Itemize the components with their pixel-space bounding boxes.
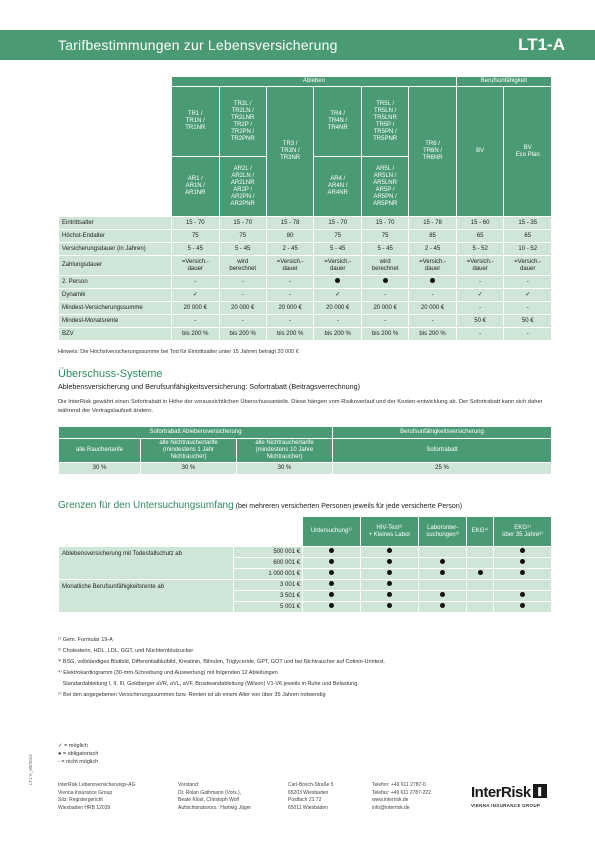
exam-title-main: Grenzen für den Untersuchungsumfang: [58, 500, 234, 511]
dot-icon: [387, 592, 392, 597]
t1-cell: [361, 276, 408, 289]
t1-cell: 80: [266, 230, 314, 243]
t3-amount: 500 001 €: [234, 547, 303, 558]
t1-cell: 20 000 €: [409, 302, 457, 315]
t1-cell: -: [219, 276, 266, 289]
dot-icon: [440, 603, 445, 608]
footer-line: Sitz: Registergericht: [58, 797, 103, 803]
t1-cell: 15 - 60: [456, 217, 504, 230]
footer-board: [178, 782, 251, 812]
t1-col-head: TR6 / TR6N / TR6NR: [409, 87, 457, 217]
t1-row-label: Höchst-Endalter: [59, 230, 172, 243]
t1-cell: 50 €: [504, 315, 552, 328]
surplus-title: Überschuss-Systeme: [58, 368, 163, 380]
t1-cell: =Versich.- dauer: [504, 256, 552, 276]
dot-icon: [520, 570, 525, 575]
t3-head: Laborunter- suchungen³⁾: [419, 517, 467, 547]
t1-cell: 20 000 €: [314, 302, 362, 315]
t1-row: [59, 328, 552, 341]
logo-mark-icon: ❚: [533, 784, 547, 798]
t1-row-label: Mindest-Monatsrente: [59, 315, 172, 328]
t1-cell: wird berechnet: [361, 256, 408, 276]
t1-cell: bis 200 %: [266, 328, 314, 341]
t1-row: [59, 302, 552, 315]
t3-cell: [303, 569, 361, 580]
t3-amount: 5 001 €: [234, 602, 303, 613]
logo-sub: VIENNA INSURANCE GROUP: [471, 803, 541, 808]
dot-icon: [387, 570, 392, 575]
dot-icon: [440, 592, 445, 597]
t3-cell: [494, 591, 552, 602]
rebate-value-nonsmoker-1: 30 %: [141, 463, 237, 475]
t1-cell: -: [456, 328, 504, 341]
dot-icon: [329, 548, 334, 553]
rebate-col-bu: Sofortrabatt: [333, 439, 552, 463]
t1-cell: -: [266, 315, 314, 328]
exam-title-suffix: (bei mehreren versicherten Personen jeweils für jede versicherte Person): [233, 503, 463, 510]
t1-cell: 10 - 52: [504, 243, 552, 256]
footer-line: Dr. Rolan Gathmann (Vors.),: [178, 789, 242, 796]
t1-cell: bis 200 %: [361, 328, 408, 341]
t1-cell: -: [456, 276, 504, 289]
dot-icon: [387, 581, 392, 586]
t1-cell: 75: [361, 230, 408, 243]
rebate-value-nonsmoker-10: 30 %: [237, 463, 333, 475]
rebate-head-left: Sofortrabatt Ablebensversicherung: [59, 427, 333, 439]
t1-cell: ✓: [456, 289, 504, 302]
t1-cell: 5 - 52: [456, 243, 504, 256]
t3-cell: [419, 602, 467, 613]
dot-icon: [520, 548, 525, 553]
t1-row-label: Mindest-Versicherungssumme: [59, 302, 172, 315]
t1-cell: 15 - 70: [172, 217, 220, 230]
t3-cell: [419, 580, 467, 591]
t3-cell: [360, 580, 419, 591]
t1-row: [59, 217, 552, 230]
t3-amount: 3 001 €: [234, 580, 303, 591]
t1-cell: =Versich.- dauer: [456, 256, 504, 276]
t3-cell: [466, 591, 493, 602]
t3-cell: [419, 558, 467, 569]
footer-line: Aufsichtsratsvors.: Hartwig Jäger: [178, 804, 252, 811]
t1-cell: 5 - 45: [219, 243, 266, 256]
t1-cell: 15 - 70: [219, 217, 266, 230]
t3-cell: [360, 547, 419, 558]
footer-line: InterRisk Lebensversicherungs-AG: [58, 782, 136, 788]
t3-row: [59, 580, 552, 591]
rebate-col-nonsmoker-1: alle Nichtrauchertarife (mindestens 1 Jahr Nichtraucher): [141, 439, 237, 463]
rebate-col-smoker: alle Rauchertarife: [59, 439, 141, 463]
legend: [58, 742, 98, 766]
footer-company: [58, 782, 136, 812]
t3-cell: [419, 591, 467, 602]
t1-cell: bis 200 %: [172, 328, 220, 341]
footer-line: Carl-Bosch-Straße 5: [288, 782, 334, 788]
footer-line: 65011 Wiesbaden: [288, 804, 328, 811]
tariff-table: [58, 76, 552, 341]
doc-id-vertical: LT1-A_09/2019: [28, 754, 33, 785]
t1-cell: 20 000 €: [361, 302, 408, 315]
footer-address: [288, 782, 334, 812]
t1-cell: =Versich.- dauer: [266, 256, 314, 276]
footnote: Standardableitung I, II, III, Goldberger aVR, aVL, aVF, Brustwandableitung (Wilson) V1-V6 jeweils in Ruhe und Belastung: [58, 681, 358, 687]
t3-amount: 600 001 €: [234, 558, 303, 569]
t1-cell: bis 200 %: [409, 328, 457, 341]
t3-cell: [303, 580, 361, 591]
t1-cell: 15 - 78: [409, 217, 457, 230]
t1-cell: =Versich.- dauer: [172, 256, 220, 276]
footer-line: Postfach 21 72: [288, 797, 322, 803]
t1-cell: [409, 276, 457, 289]
t1-cell: =Versich.- dauer: [314, 256, 362, 276]
footer-line: Vienna Insurance Group: [58, 789, 113, 796]
t3-cell: [466, 602, 493, 613]
t1-group-bu: Berufsunfähigkeit: [456, 77, 551, 87]
t1-row: [59, 276, 552, 289]
dot-icon: [520, 592, 525, 597]
t1-col-head-bottom: AR2L / AR2LN / AR2LNR AR2P / AR2PN / AR2PNR: [219, 157, 266, 217]
footnote: ²⁾ Cholesterin, HDL, LDL, GGT, und Nüchternblutzucker: [58, 648, 194, 654]
t1-cell: -: [504, 328, 552, 341]
footnote: ⁵⁾ Bei den angegebenen Versicherungssummen bzw. Renten ist ab einem Alter von über 35 Jahren notwendig: [58, 692, 326, 698]
dot-icon: [520, 603, 525, 608]
t1-cell: ✓: [314, 289, 362, 302]
t1-row: [59, 315, 552, 328]
dot-icon: [387, 548, 392, 553]
t1-cell: 5 - 45: [361, 243, 408, 256]
dot-icon: [329, 581, 334, 586]
t3-cell: [466, 569, 493, 580]
t1-cell: -: [409, 315, 457, 328]
t1-row: [59, 289, 552, 302]
dot-icon: [430, 278, 435, 283]
t1-cell: 50 €: [456, 315, 504, 328]
footnote: ⁴⁾ Elektrokardiogramm (30-mm-Schreibung und Auswertung) mit folgenden 12 Ableitungen: [58, 670, 278, 676]
legend-item: ✓ = möglich: [58, 743, 88, 749]
t1-cell: 85: [409, 230, 457, 243]
footnotes: [58, 636, 385, 702]
t1-col-head-bottom: AR5L / AR5LN / AR5LNR AR5P / AR5PN / AR5PNR: [361, 157, 408, 217]
t3-head: Untersuchung¹⁾: [303, 517, 361, 547]
legend-item: - = nicht möglich: [58, 759, 99, 765]
t1-cell: 20 000 €: [219, 302, 266, 315]
t1-cell: ✓: [172, 289, 220, 302]
t3-row: [59, 547, 552, 558]
t3-cell: [303, 547, 361, 558]
footer-line: info@interrisk.de: [372, 804, 410, 811]
document-code: LT1-A: [518, 35, 565, 54]
t3-cell: [303, 602, 361, 613]
t3-amount: 3 501 €: [234, 591, 303, 602]
page-header: [0, 30, 595, 60]
t1-cell: =Versich.- dauer: [409, 256, 457, 276]
footer-line: Beate Klost, Christoph Wolf: [178, 797, 240, 803]
t3-cell: [360, 569, 419, 580]
footnote: ¹⁾ Gem. Formular 19-A: [58, 637, 113, 643]
rebate-value-smoker: 30 %: [59, 463, 141, 475]
footnote: ³⁾ BSG, vollständiges Blutbild, Differentialblutbild, Kreatinin, Bilirubin, Triglyceride, GPT, GOT und bei Nichtraucher auf Cotinin-Urintest.: [58, 659, 386, 665]
dot-icon: [387, 603, 392, 608]
dot-icon: [387, 559, 392, 564]
dot-icon: [329, 603, 334, 608]
t1-cell: bis 200 %: [314, 328, 362, 341]
interrisk-logo: [471, 784, 547, 808]
t1-cell: 75: [219, 230, 266, 243]
t1-col-head-top: TR2L / TR2LN / TR2LNR TR2P / TR2PN / TR2PNR: [219, 87, 266, 157]
t1-cell: 5 - 45: [314, 243, 362, 256]
footer-line: 65203 Wiesbaden: [288, 789, 329, 796]
exam-title: [58, 500, 462, 511]
t3-cell: [494, 558, 552, 569]
t3-cell: [494, 580, 552, 591]
t1-col-head-top: TR4 / TR4N / TR4NR: [314, 87, 362, 157]
dot-icon: [440, 559, 445, 564]
t1-col-head-bottom: AR1 / AR1N / AR1NR: [172, 157, 220, 217]
footer-line: Telefax: +49 611 2787-222: [372, 789, 431, 796]
t3-group-label: Ablebensversicherung mit Todesfallschutz ab: [59, 547, 234, 580]
t1-cell: -: [172, 315, 220, 328]
t1-cell: 2 - 45: [266, 243, 314, 256]
t1-col-head: TR3 / TR3N / TR3NR: [266, 87, 314, 217]
t1-row-label: Versicherungsdauer (in Jahren): [59, 243, 172, 256]
dot-icon: [335, 278, 340, 283]
t1-cell: -: [266, 276, 314, 289]
dot-icon: [383, 278, 388, 283]
t3-group-label: Monatliche Berufsunfähigkeitsrente ab: [59, 580, 234, 613]
t1-cell: -: [219, 315, 266, 328]
t1-row-label: Eintrittsalter: [59, 217, 172, 230]
tariff-note: Hinweis: Die Höchstversicherungssumme bei Tod für Eintrittsalter unter 15 Jahren beträgt 20 000 €: [58, 349, 299, 355]
dot-icon: [520, 559, 525, 564]
dot-icon: [329, 592, 334, 597]
t3-cell: [360, 602, 419, 613]
footer-line: Wiesbaden HRB 12039: [58, 804, 111, 811]
t3-cell: [419, 569, 467, 580]
t1-corner: [59, 77, 172, 217]
t1-row-label: Zahlungsdauer: [59, 256, 172, 276]
exam-table: [58, 516, 552, 613]
t1-cell: 2 - 45: [409, 243, 457, 256]
t1-cell: 15 - 70: [361, 217, 408, 230]
t3-cell: [303, 558, 361, 569]
rebate-head-right: Berufsunfähigkeitsversicherung: [333, 427, 552, 439]
t1-cell: -: [361, 315, 408, 328]
t1-row: [59, 243, 552, 256]
footer-contact: [372, 782, 431, 812]
t1-row: [59, 230, 552, 243]
t3-cell: [494, 569, 552, 580]
t3-cell: [303, 591, 361, 602]
t1-cell: -: [361, 289, 408, 302]
t3-head: HIV-Test²⁾ + Kleines Labor: [360, 517, 419, 547]
t1-cell: 15 - 35: [504, 217, 552, 230]
t1-cell: 75: [172, 230, 220, 243]
t1-cell: [314, 276, 362, 289]
footer-line: www.interrisk.de: [372, 797, 409, 803]
t1-cell: 65: [456, 230, 504, 243]
t1-row-label: Dynamik: [59, 289, 172, 302]
t1-cell: -: [266, 289, 314, 302]
t3-cell: [360, 558, 419, 569]
t3-cell: [494, 602, 552, 613]
t3-amount: 1 000 001 €: [234, 569, 303, 580]
t1-row-label: 2. Person: [59, 276, 172, 289]
dot-icon: [478, 570, 483, 575]
t1-cell: 15 - 78: [266, 217, 314, 230]
t1-cell: 5 - 45: [172, 243, 220, 256]
t3-cell: [419, 547, 467, 558]
rebate-col-nonsmoker-10: alle Nichtrauchertarife (mindestens 10 Jahre Nichtraucher): [237, 439, 333, 463]
surplus-subtitle: Ablebensversicherung und Berufsunfähigkeitsversicherung: Sofortrabatt (Beitragsverrechnung): [58, 382, 361, 391]
t1-cell: ✓: [504, 289, 552, 302]
t1-cell: bis 200 %: [219, 328, 266, 341]
t1-cell: -: [409, 289, 457, 302]
rebate-value-bu: 25 %: [333, 463, 552, 475]
t1-col-head-top: TR1 / TR1N / TR1NR: [172, 87, 220, 157]
t1-col-head: BV Eco Plan: [504, 87, 552, 217]
t1-cell: 75: [314, 230, 362, 243]
dot-icon: [440, 570, 445, 575]
t3-cell: [494, 547, 552, 558]
t1-cell: -: [219, 289, 266, 302]
t3-cell: [360, 591, 419, 602]
t3-head: EKG⁵⁾ über 35 Jahre⁶⁾: [494, 517, 552, 547]
t1-cell: -: [314, 315, 362, 328]
dot-icon: [329, 559, 334, 564]
t1-col-head: BV: [456, 87, 504, 217]
dot-icon: [329, 570, 334, 575]
t1-row-label: BZV: [59, 328, 172, 341]
footer-line: Vorstand:: [178, 782, 200, 788]
t1-col-head-bottom: AR4 / AR4N / AR4NR: [314, 157, 362, 217]
logo-word: InterRisk: [471, 784, 531, 801]
page-title: Tarifbestimmungen zur Lebensversicherung: [58, 37, 338, 53]
t3-cell: [466, 580, 493, 591]
t1-cell: -: [172, 276, 220, 289]
legend-item: ● = obligatorisch: [58, 751, 99, 757]
t1-cell: 20 000 €: [266, 302, 314, 315]
t1-cell: 65: [504, 230, 552, 243]
t3-cell: [466, 558, 493, 569]
t3-corner: [59, 517, 303, 547]
t3-cell: [466, 547, 493, 558]
rebate-table: [58, 426, 552, 475]
t1-cell: 20 000 €: [172, 302, 220, 315]
t3-head: EKG⁴⁾: [466, 517, 493, 547]
t1-cell: -: [504, 276, 552, 289]
t1-cell: wird berechnet: [219, 256, 266, 276]
t1-cell: 15 - 70: [314, 217, 362, 230]
t1-group-ableben: Ableben: [172, 77, 457, 87]
t1-cell: -: [456, 302, 504, 315]
t1-col-head-top: TR5L / TR5LN / TR5LNR TR5P / TR5PN / TR5PNR: [361, 87, 408, 157]
t1-cell: -: [504, 302, 552, 315]
t1-row: [59, 256, 552, 276]
surplus-paragraph: Die InterRisk gewährt einen Sofortrabatt in Höhe der voraussichtlichen Überschussanteile. Diese hängen vom Risikoverlauf und der Kosten-entwicklung ab. Der Sofortrabatt kann sich daher während der Vertragslaufzeit ändern.: [58, 399, 543, 414]
footer-line: Telefon: +49 611 2787-0: [372, 782, 426, 788]
